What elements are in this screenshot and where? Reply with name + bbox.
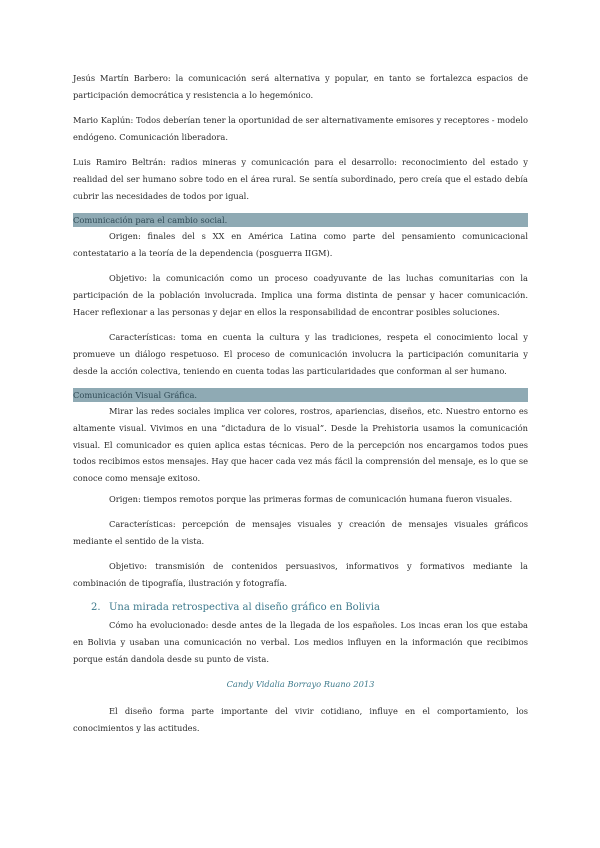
paragraph-kaplun: Mario Kaplún: Todos deberían tener la oportunidad de ser alternativamente emisores y receptores - modelo endógeno. Comunicación liberadora.: [73, 115, 528, 142]
paragraph-barbero: Jesús Martín Barbero: la comunicación será alternativa y popular, en tanto se fortalezca espacios de participación democrática y resistencia a lo hegemónico.: [73, 73, 528, 100]
paragraph-objetivo-visual: Objetivo: transmisión de contenidos persuasivos, informativos y formativos mediante la combinación de tipografía, ilustración y fotografía.: [73, 561, 528, 588]
paragraph-caracteristicas-visual: Características: percepción de mensajes visuales y creación de mensajes visuales gráficos mediante el sentido de la vista.: [73, 519, 528, 546]
paragraph-beltran: Luis Ramiro Beltrán: radios mineras y comunicación para el desarrollo: reconocimiento del estado y realidad del ser humano sobre todo en el área rural. Se sentía subordinado, pero creía que el estado debía cubrir las necesidades de todos por igual.: [73, 157, 528, 201]
section-heading-cambio-social: Comunicación para el cambio social.: [73, 213, 528, 227]
paragraph-closing: El diseño forma parte importante del vivir cotidiano, influye en el comportamiento, los conocimientos y las actitudes.: [73, 706, 528, 733]
paragraph-origen-visual: Origen: tiempos remotos porque las primeras formas de comunicación humana fueron visuales.: [109, 494, 513, 504]
paragraph-bolivia-body: Cómo ha evolucionado: desde antes de la llegada de los españoles. Los incas eran los que estaba en Bolivia y usaban una comunicación no verbal. Los medios influyen en la información que recibimos porque están dandola desde su punto de vista.: [73, 620, 528, 664]
section-heading-bolivia: [91, 600, 380, 616]
paragraph-intro-visual: Mirar las redes sociales implica ver colores, rostros, apariencias, diseños, etc. Nuestro entorno es altamente visual. Vivimos en una “dictadura de lo visual”. Desde la Prehistoria usamos la comunicación visual. El comunicador es quien aplica estas técnicas. Pero de la percepción nos encargamos todos pues todos recibimos estos mensajes. Hay que hacer cada vez más fácil la comprensión del mensaje, es lo que se conoce como mensaje exitoso.: [73, 406, 528, 484]
section-title: Una mirada retrospectiva al diseño gráfico en Bolivia: [109, 602, 380, 613]
paragraph-caracteristicas-cambio: Características: toma en cuenta la cultura y las tradiciones, respeta el conocimiento local y promueve un diálogo respetuoso. El proceso de comunicación involucra la participación comunitaria y desde la acción colectiva, teniendo en cuenta todas las particularidades que conforman al ser humano.: [73, 332, 528, 376]
paragraph-origen-cambio: Origen: finales del s XX en América Latina como parte del pensamiento comunicacional contestatario a la teoría de la dependencia (posguerra IIGM).: [73, 231, 528, 258]
section-heading-visual-grafica: Comunicación Visual Gráfica.: [73, 388, 528, 402]
author-caption: Candy Vidalia Borrayo Ruano 2013: [226, 679, 375, 689]
paragraph-objetivo-cambio: Objetivo: la comunicación como un proceso coadyuvante de las luchas comunitarias con la participación de la población involucrada. Implica una forma distinta de pensar y hacer comunicación. Hacer reflexionar a las personas y dejar en ellos la responsabilidad de encontrar posibles soluciones.: [73, 273, 528, 317]
section-number: 2.: [91, 602, 101, 613]
